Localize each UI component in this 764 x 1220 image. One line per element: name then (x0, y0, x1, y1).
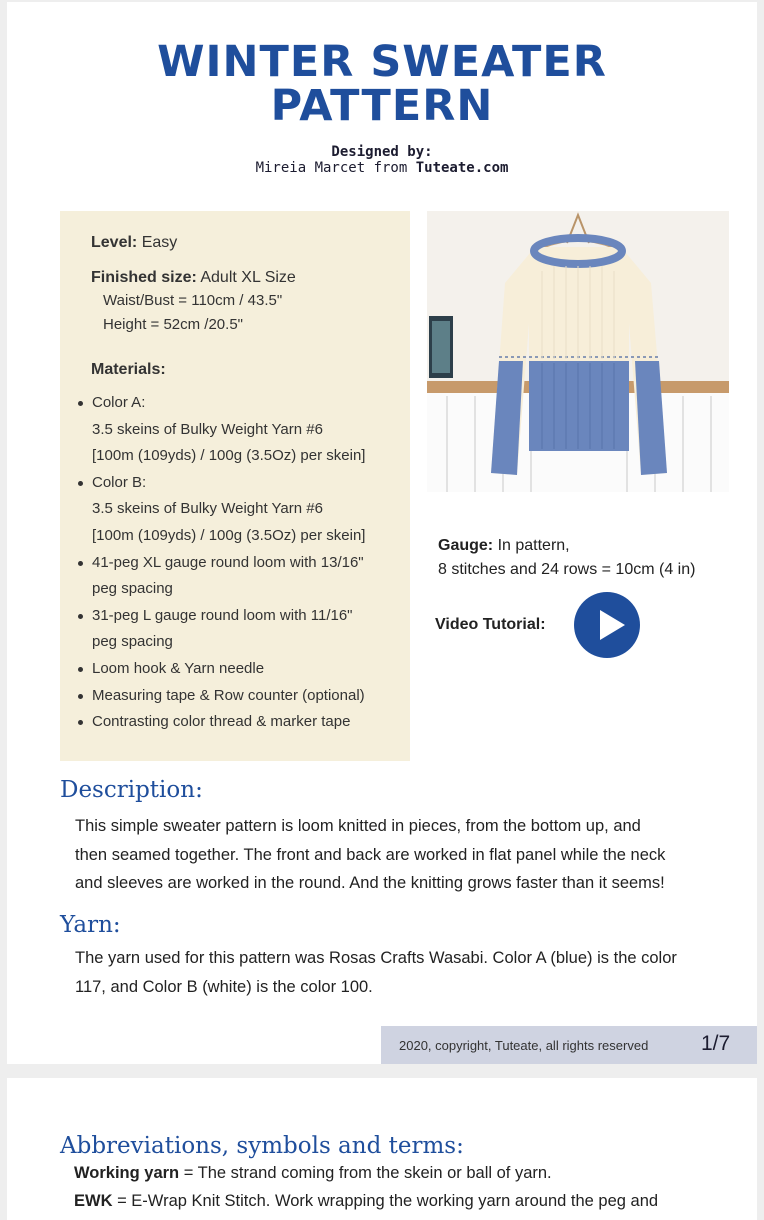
size-value: Adult XL Size (196, 269, 296, 286)
copyright-text: 2020, copyright, Tuteate, all rights reserved (399, 1038, 649, 1053)
page-footer (381, 1026, 757, 1064)
description-heading: Description: (60, 777, 203, 803)
materials-item: 41-peg XL gauge round loom with 13/16" (76, 550, 406, 577)
materials-item-detail: peg spacing (92, 580, 173, 598)
sweater-photo (427, 211, 729, 492)
materials-item: Color B: (76, 470, 406, 497)
size-line (91, 269, 296, 287)
description-line: and sleeves are worked in the round. And the knitting grows faster than it seems! (75, 874, 665, 892)
designer-site: Tuteate.com (415, 160, 509, 176)
gauge-value: In pattern, (493, 537, 570, 554)
term-definition: = The strand coming from the skein or ball of yarn. (179, 1164, 552, 1182)
height-measure: Height = 52cm /20.5" (103, 316, 243, 333)
designer-name: Mireia Marcet from (255, 160, 416, 176)
pattern-page-1 (7, 2, 757, 1064)
materials-item: Color A: (76, 390, 406, 417)
gauge-info (438, 534, 695, 582)
gauge-label: Gauge: (438, 537, 494, 554)
term-ewk (74, 1192, 658, 1211)
level-line (91, 234, 177, 252)
description-text (75, 812, 735, 898)
materials-item-detail: 3.5 skeins of Bulky Weight Yarn #6 (92, 420, 323, 438)
materials-item: Contrasting color thread & marker tape (76, 709, 406, 736)
video-tutorial-label: Video Tutorial: (435, 616, 546, 633)
yarn-line: The yarn used for this pattern was Rosas Crafts Wasabi. Color A (blue) is the color (75, 949, 677, 967)
materials-list (76, 390, 406, 736)
abbreviations-heading: Abbreviations, symbols and terms: (60, 1133, 464, 1159)
materials-box (60, 211, 410, 761)
designed-by-label: Designed by: (331, 144, 433, 160)
materials-item-detail: peg spacing (92, 633, 173, 651)
designer-credit (7, 144, 757, 176)
materials-item: Loom hook & Yarn needle (76, 656, 406, 683)
term-label: Working yarn (74, 1164, 180, 1182)
description-line: This simple sweater pattern is loom knitted in pieces, from the bottom up, and (75, 817, 641, 835)
yarn-line: 117, and Color B (white) is the color 100. (75, 977, 373, 996)
materials-item-detail: [100m (109yds) / 100g (3.5Oz) per skein] (92, 447, 366, 465)
designer-line (7, 160, 757, 176)
title-line-1: WINTER SWEATER (157, 37, 607, 87)
title-line-2: PATTERN (270, 81, 494, 131)
level-value: Easy (137, 234, 178, 251)
term-working-yarn (74, 1164, 552, 1183)
materials-label: Materials: (91, 361, 166, 378)
gauge-line-2: 8 stitches and 24 rows = 10cm (4 in) (438, 561, 696, 578)
yarn-heading: Yarn: (60, 912, 121, 938)
size-label: Finished size: (91, 269, 197, 286)
gauge-line-1 (438, 534, 695, 558)
play-icon[interactable] (574, 592, 640, 658)
yarn-text (75, 944, 735, 1001)
term-definition: = E-Wrap Knit Stitch. Work wrapping the working yarn around the peg and (112, 1192, 659, 1210)
waist-measure: Waist/Bust = 110cm / 43.5" (103, 292, 283, 309)
description-line: then seamed together. The front and back are worked in flat panel while the neck (75, 845, 666, 864)
pattern-page-2 (7, 1078, 757, 1220)
pattern-title (7, 37, 757, 131)
sweater-illustration (427, 211, 729, 492)
materials-item-detail: [100m (109yds) / 100g (3.5Oz) per skein] (92, 526, 366, 544)
level-label: Level: (91, 234, 138, 251)
materials-item-detail: 3.5 skeins of Bulky Weight Yarn #6 (92, 500, 323, 518)
page-number: 1/7 (701, 1032, 731, 1055)
materials-item: Measuring tape & Row counter (optional) (76, 683, 406, 710)
materials-item: 31-peg L gauge round loom with 11/16" (76, 603, 406, 630)
term-label: EWK (74, 1192, 113, 1210)
